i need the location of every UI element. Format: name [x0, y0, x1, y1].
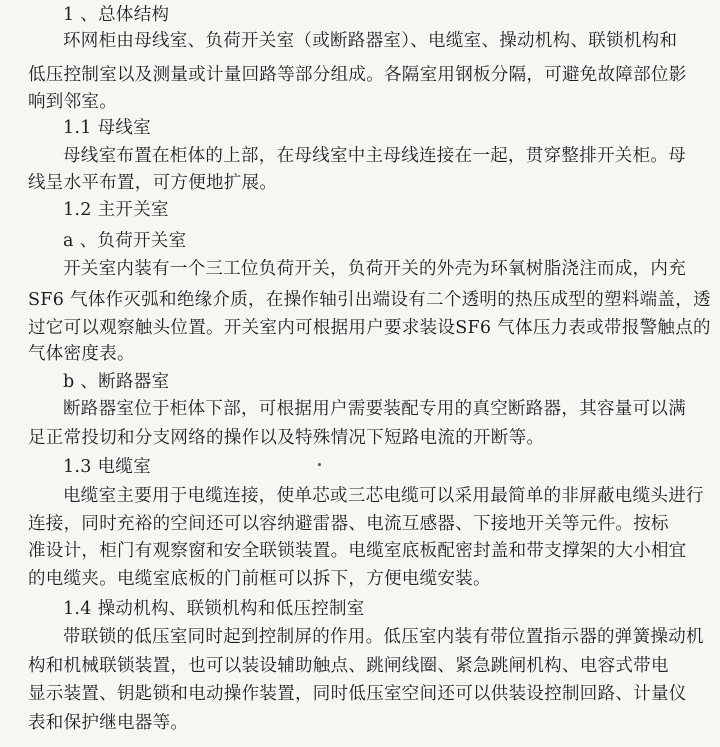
paragraph-line: 响到邻室。 [28, 92, 117, 112]
paragraph-line: 构和机械联锁装置，也可以装设辅助触点、跳闸线圈、紧急跳闸机构、电容式带电 [28, 656, 669, 676]
paragraph-line: 表和保护继电器等。 [28, 713, 189, 733]
paragraph-line: 断路器室位于柜体下部，可根据用户需要装配专用的真空断路器，其容量可以满 [63, 399, 686, 419]
paragraph-line: 足正常投切和分支网络的操作以及特殊情况下短路电流的开断等。 [28, 428, 545, 448]
subsection-heading-1-2: 1.2 主开关室 [63, 200, 169, 220]
section-heading-1: 1 、总体结构 [63, 5, 170, 25]
paragraph-line: 线呈水平布置，可方便地扩展。 [28, 173, 278, 193]
paragraph-line: 开关室内装有一个三工位负荷开关，负荷开关的外壳为环氧树脂浇注而成，内充 [63, 259, 686, 279]
paragraph-line: 环网柜由母线室、负荷开关室（或断路器室）、电缆室、操动机构、联锁机构和 [63, 31, 678, 51]
subsection-heading-a: a 、负荷开关室 [63, 231, 187, 251]
subsection-heading-1-4: 1.4 操动机构、联锁机构和低压控制室 [63, 599, 365, 619]
subsection-heading-1-1: 1.1 母线室 [63, 118, 151, 138]
paragraph-line: 连接，同时充裕的空间还可以容纳避雷器、电流互感器、下接地开关等元件。按标 [28, 514, 669, 534]
paragraph-line: 低压控制室以及测量或计量回路等部分组成。各隔室用钢板分隔，可避免故障部位影 [28, 65, 687, 85]
subsection-heading-b: b 、断路器室 [63, 372, 170, 392]
paragraph-line: 准设计，柜门有观察窗和安全联锁装置。电缆室底板配密封盖和带支撑架的大小相宜 [28, 541, 687, 561]
paragraph-line: 过它可以观察触头位置。开关室内可根据用户要求装设SF6 气体压力表或带报警触点的 [28, 318, 711, 338]
paragraph-line: 电缆室主要用于电缆连接，使单芯或三芯电缆可以采用最简单的非屏蔽电缆头进行 [63, 486, 704, 506]
paragraph-line: 显示装置、钥匙锁和电动操作装置，同时低压室空间还可以供装设控制回路、计量仪 [28, 684, 687, 704]
paragraph-line: 带联锁的低压室同时起到控制屏的作用。低压室内装有带位置指示器的弹簧操动机 [63, 627, 704, 647]
subsection-heading-1-3: 1.3 电缆室 [63, 457, 151, 477]
paragraph-line: 母线室布置在柜体的上部，在母线室中主母线连接在一起，贯穿整排开关柜。母 [63, 146, 686, 166]
paragraph-line: 气体密度表。 [28, 344, 135, 364]
paragraph-line: SF6 气体作灭弧和绝缘介质，在操作轴引出端设有二个透明的热压成型的塑料端盖，透 [28, 290, 711, 310]
scan-speck [318, 463, 321, 466]
paragraph-line: 的电缆夹。电缆室底板的门前框可以拆下，方便电缆安装。 [28, 569, 491, 589]
